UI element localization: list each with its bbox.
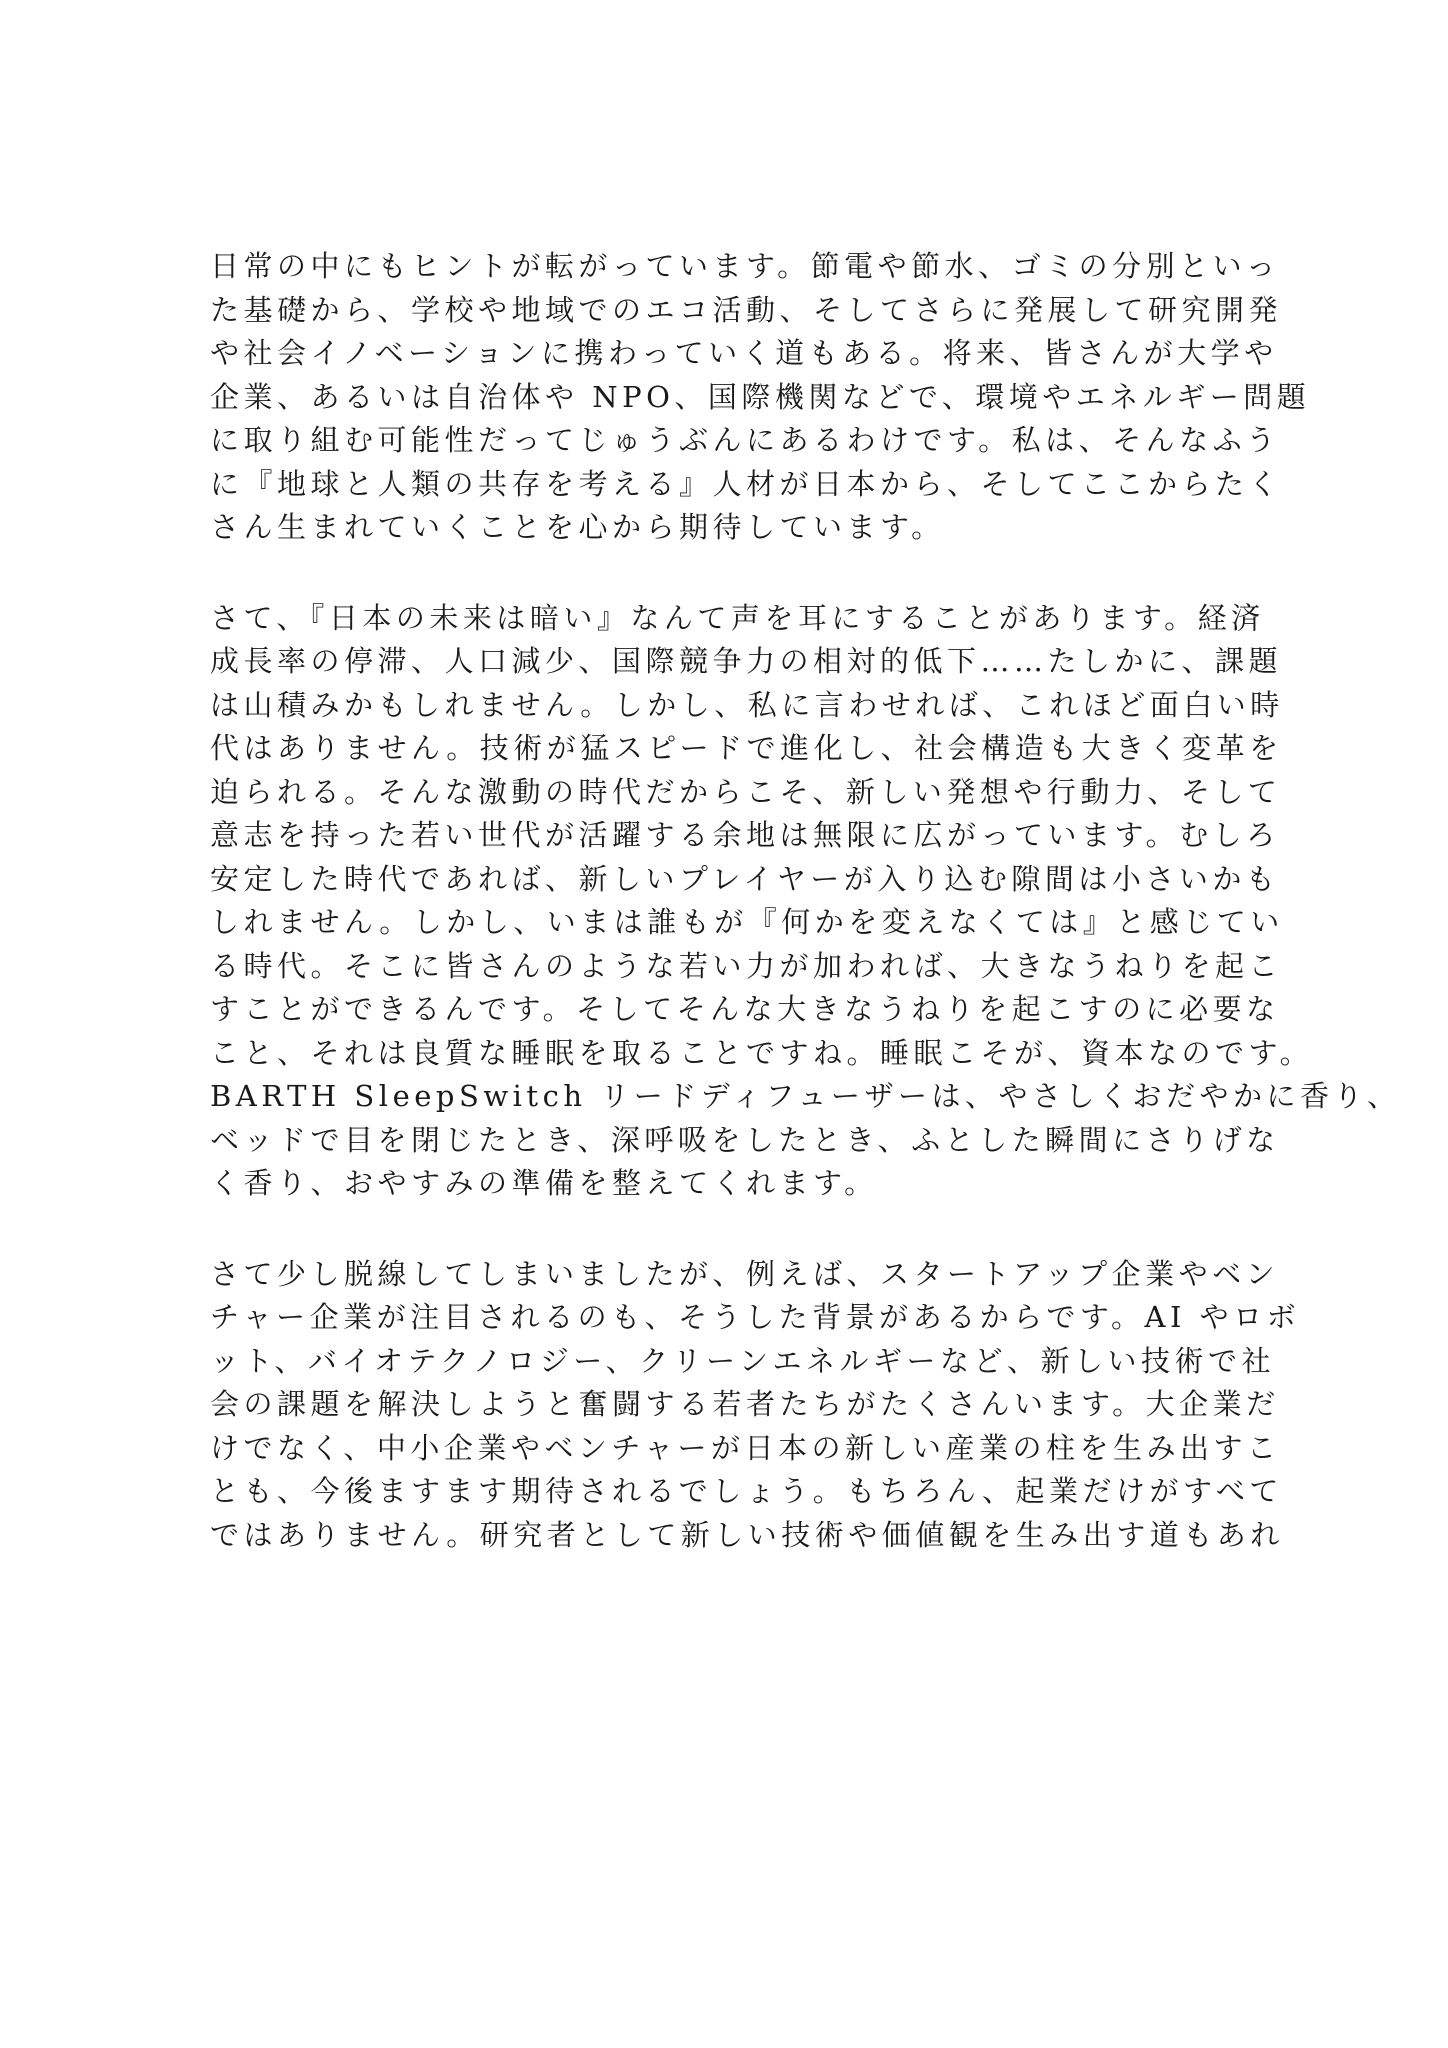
text-line: けでなく、中小企業やベンチャーが日本の新しい産業の柱を生み出すこ [210, 1430, 1281, 1465]
text-line: る時代。そこに皆さんのような若い力が加われば、大きなうねりを起こ [210, 948, 1283, 983]
document-page [210, 245, 1401, 1604]
text-line: や社会イノベーションに携わっていく道もある。将来、皆さんが大学や [210, 336, 1278, 370]
text-line: ット、バイオテクノロジー、クリーンエネルギーなど、新しい技術で社 [210, 1343, 1276, 1378]
text-line: 会の課題を解決しようと奮闘する若者たちがたくさんいます。大企業だ [210, 1387, 1280, 1421]
text-line: 日常の中にもヒントが転がっています。節電や節水、ゴミの分別といっ [210, 249, 1280, 283]
text-line: 意志を持った若い世代が活躍する余地は無限に広がっています。むしろ [210, 818, 1280, 852]
text-line: 安定した時代であれば、新しいプレイヤーが入り込む隙間は小さいかも [210, 861, 1280, 896]
text-line: BARTH SleepSwitch リードディフューザーは、やさしくおだやかに香り、 [210, 1079, 1401, 1113]
text-line: 企業、あるいは自治体や NPO、国際機関などで、環境やエネルギー問題 [210, 379, 1311, 414]
text-line: チャー企業が注目されるのも、そうした背景があるからです。AI やロボ [210, 1300, 1301, 1334]
text-line: く香り、おやすみの準備を整えてくれます。 [210, 1166, 878, 1200]
text-line: 迫られる。そんな激動の時代だからこそ、新しい発想や行動力、そして [210, 774, 1282, 809]
text-line: しれません。しかし、いまは誰もが『何かを変えなくては』と感じてい [210, 905, 1284, 939]
text-line: は山積みかもしれません。しかし、私に言わせれば、これほど面白い時 [210, 687, 1284, 722]
text-line: 代はありません。技術が猛スピードで進化し、社会構造も大きく変革を [210, 731, 1283, 765]
paragraph-1 [210, 245, 1311, 550]
text-line: すことができるんです。そしてそんな大きなうねりを起こすのに必要な [210, 992, 1280, 1026]
paragraph-2 [210, 597, 1401, 1206]
text-line: さて、『日本の未来は暗い』なんて声を耳にすることがあります。経済 [210, 600, 1265, 635]
paragraph-3 [210, 1253, 1301, 1558]
text-line: こと、それは良質な睡眠を取ることですね。睡眠こそが、資本なのです。 [210, 1035, 1314, 1070]
text-line: さん生まれていくことを心から期待しています。 [210, 510, 945, 544]
text-line: 成長率の停滞、人口減少、国際競争力の相対的低下……たしかに、課題 [210, 644, 1283, 678]
text-line: に『地球と人類の共存を考える』人材が日本から、そしてここからたく [210, 466, 1283, 501]
text-line: に取り組む可能性だってじゅうぶんにあるわけです。私は、そんなふう [210, 423, 1280, 457]
text-line: た基礎から、学校や地域でのエコ活動、そしてさらに発展して研究開発 [210, 292, 1283, 327]
text-line: ではありません。研究者として新しい技術や価値観を生み出す道もあれ [210, 1517, 1284, 1552]
text-line: とも、今後ますます期待されるでしょう。もちろん、起業だけがすべて [210, 1474, 1283, 1508]
text-line: さて少し脱線してしまいましたが、例えば、スタートアップ企業やベン [210, 1256, 1280, 1291]
text-line: ベッドで目を閉じたとき、深呼吸をしたとき、ふとした瞬間にさりげな [210, 1122, 1280, 1157]
